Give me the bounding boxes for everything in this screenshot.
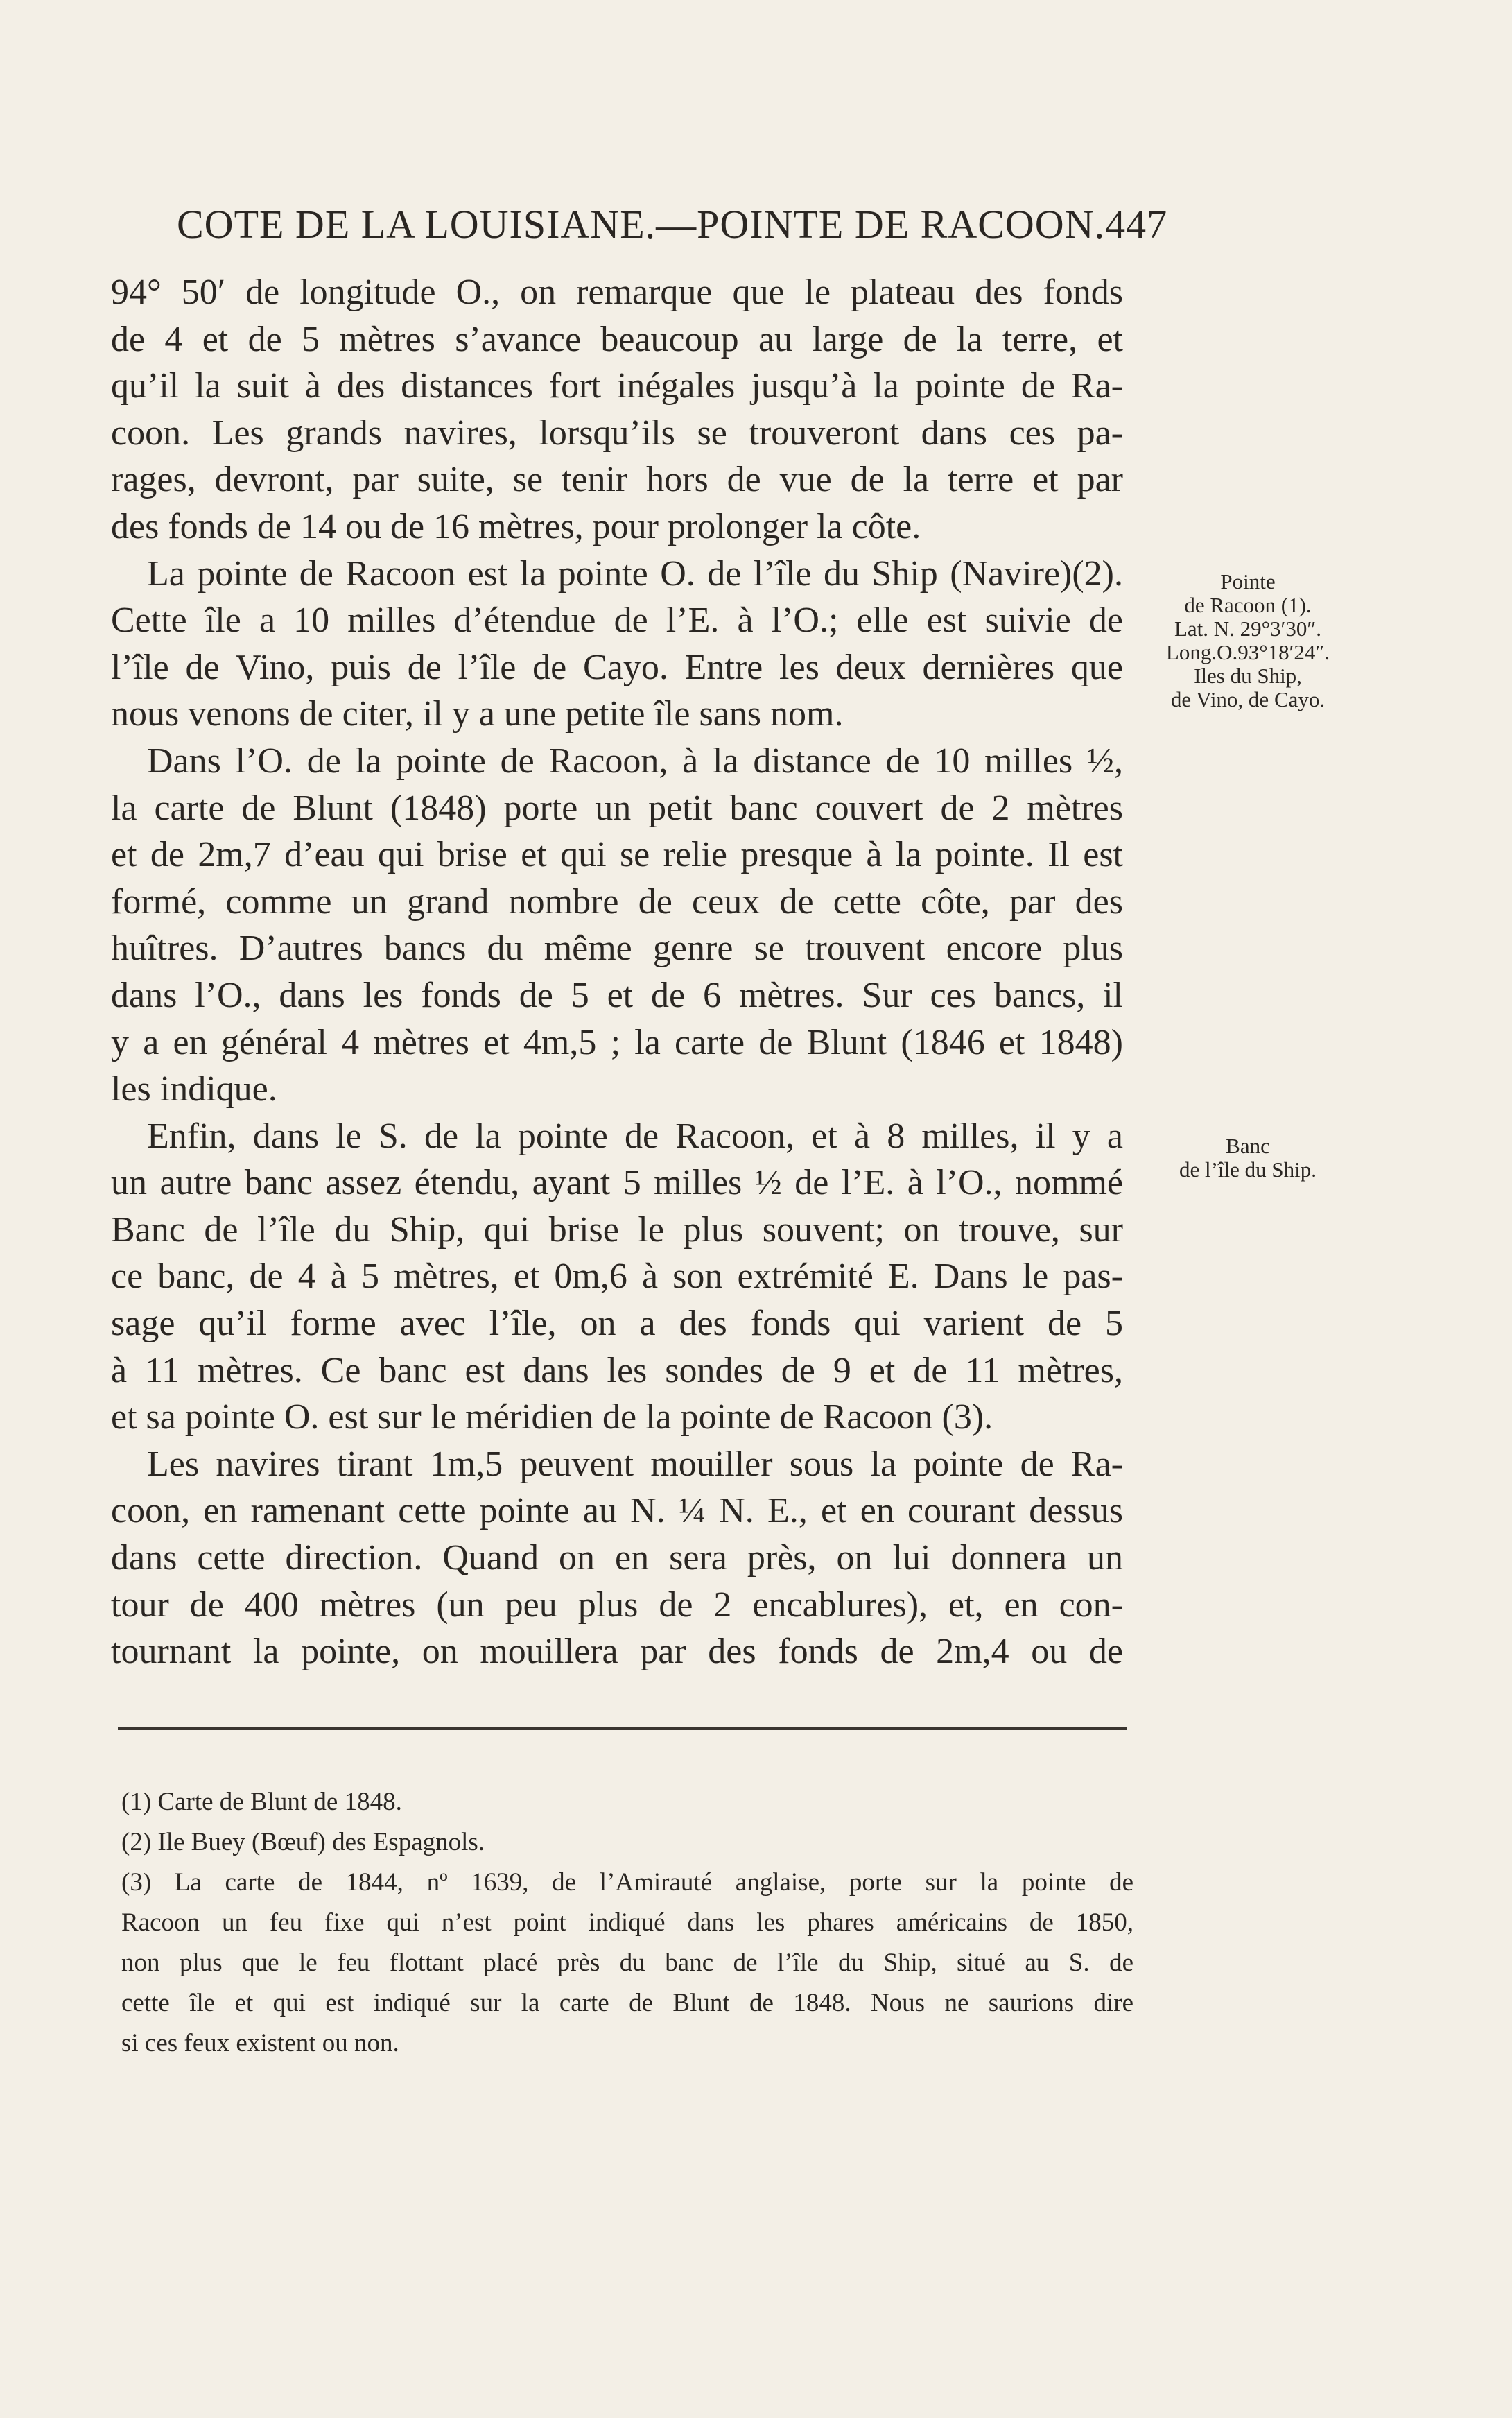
header-title: COTE DE LA LOUISIANE.—POINTE DE RACOON. (177, 202, 1106, 247)
text-line: dans cette direction. Quand on en sera près, on lui donnera un (111, 1538, 1123, 1578)
footnote: (1) Carte de Blunt de 1848. (121, 1788, 402, 1816)
text-line: et sa pointe O. est sur le méridien de la pointe de Racoon (3). (111, 1397, 993, 1437)
margin-note-line: Long.O.93°18′24″. (1165, 640, 1330, 664)
margin-note-line: Banc (1226, 1134, 1270, 1158)
text-line: coon. Les grands navires, lorsqu’ils se trouveront dans ces pa- (111, 413, 1123, 453)
text-line: ce banc, de 4 à 5 mètres, et 0m,6 à son extrémité E. Dans le pas- (111, 1257, 1123, 1297)
text-line: sage qu’il forme avec l’île, on a des fonds qui varient de 5 (111, 1304, 1123, 1344)
text-line: un autre banc assez étendu, ayant 5 milles ½ de l’E. à l’O., nommé (111, 1163, 1123, 1203)
text-line: qu’il la suit à des distances fort inégales jusqu’à la pointe de Ra- (111, 366, 1123, 406)
text-line: les indique. (111, 1069, 277, 1109)
margin-note-banc (1137, 1134, 1359, 1182)
text-line: à 11 mètres. Ce banc est dans les sondes de 9 et de 11 mètres, (111, 1350, 1123, 1390)
page-number: 447 (1105, 202, 1168, 247)
text-line: La pointe de Racoon est la pointe O. de l’île du Ship (Navire)(2). (147, 553, 1123, 594)
footnote: si ces feux existent ou non. (121, 2029, 399, 2057)
footnote: (3) La carte de 1844, nº 1639, de l’Amirauté anglaise, porte sur la pointe de (121, 1868, 1133, 1897)
text-line: de 4 et de 5 mètres s’avance beaucoup au large de la terre, et (111, 319, 1123, 359)
footnote: non plus que le feu flottant placé près du banc de l’île du Ship, situé au S. de (121, 1949, 1133, 1977)
text-line: la carte de Blunt (1848) porte un petit banc couvert de 2 mètres (111, 788, 1123, 828)
margin-note-line: de l’île du Ship. (1179, 1157, 1317, 1182)
main-text (111, 269, 1123, 1675)
text-line: Cette île a 10 milles d’étendue de l’E. à l’O.; elle est suivie de (111, 601, 1123, 641)
footnote: Racoon un feu fixe qui n’est point indiqué dans les phares américains de 1850, (121, 1908, 1133, 1937)
footnotes (121, 1782, 1133, 2064)
text-line: huîtres. D’autres bancs du même genre se trouvent encore plus (111, 929, 1123, 969)
text-line: coon, en ramenant cette pointe au N. ¼ N. E., et en courant dessus (111, 1491, 1123, 1531)
text-line: Dans l’O. de la pointe de Racoon, à la distance de 10 milles ½, (147, 741, 1123, 781)
margin-note-line: Pointe (1220, 569, 1276, 594)
text-line: tournant la pointe, on mouillera par des fonds de 2m,4 ou de (111, 1632, 1123, 1672)
text-line: des fonds de 14 ou de 16 mètres, pour prolonger la côte. (111, 506, 921, 546)
text-line: Les navires tirant 1m,5 peuvent mouiller sous la pointe de Ra- (147, 1444, 1123, 1484)
text-line: l’île de Vino, puis de l’île de Cayo. Entre les deux dernières que (111, 647, 1123, 687)
margin-note-line: Lat. N. 29°3′30″. (1174, 616, 1322, 641)
footnote: (2) Ile Buey (Bœuf) des Espagnols. (121, 1828, 485, 1856)
text-line: Banc de l’île du Ship, qui brise le plus souvent; on trouve, sur (111, 1209, 1123, 1250)
text-line: dans l’O., dans les fonds de 5 et de 6 mètres. Sur ces bancs, il (111, 975, 1123, 1015)
text-line: tour de 400 mètres (un peu plus de 2 encablures), et, en con- (111, 1584, 1123, 1625)
text-line: 94° 50′ de longitude O., on remarque que le plateau des fonds (111, 273, 1123, 312)
margin-note-line: de Vino, de Cayo. (1170, 687, 1326, 711)
footnote-rule (118, 1727, 1127, 1730)
margin-note-pointe-de-racoon (1137, 570, 1359, 711)
footnote: cette île et qui est indiqué sur la carte de Blunt de 1848. Nous ne saurions dire (121, 1989, 1133, 2017)
text-line: rages, devront, par suite, se tenir hors de vue de la terre et par (111, 460, 1123, 500)
text-line: formé, comme un grand nombre de ceux de cette côte, par des (111, 881, 1123, 922)
margin-note-line: de Racoon (1). (1184, 593, 1312, 617)
margin-note-line: Iles du Ship, (1194, 664, 1302, 688)
text-line: Enfin, dans le S. de la pointe de Racoon, et à 8 milles, il y a (147, 1116, 1123, 1156)
text-line: nous venons de citer, il y a une petite île sans nom. (111, 694, 844, 734)
running-header (177, 201, 1168, 248)
text-line: et de 2m,7 d’eau qui brise et qui se relie presque à la pointe. Il est (111, 835, 1123, 875)
text-line: y a en général 4 mètres et 4m,5 ; la carte de Blunt (1846 et 1848) (111, 1022, 1123, 1062)
